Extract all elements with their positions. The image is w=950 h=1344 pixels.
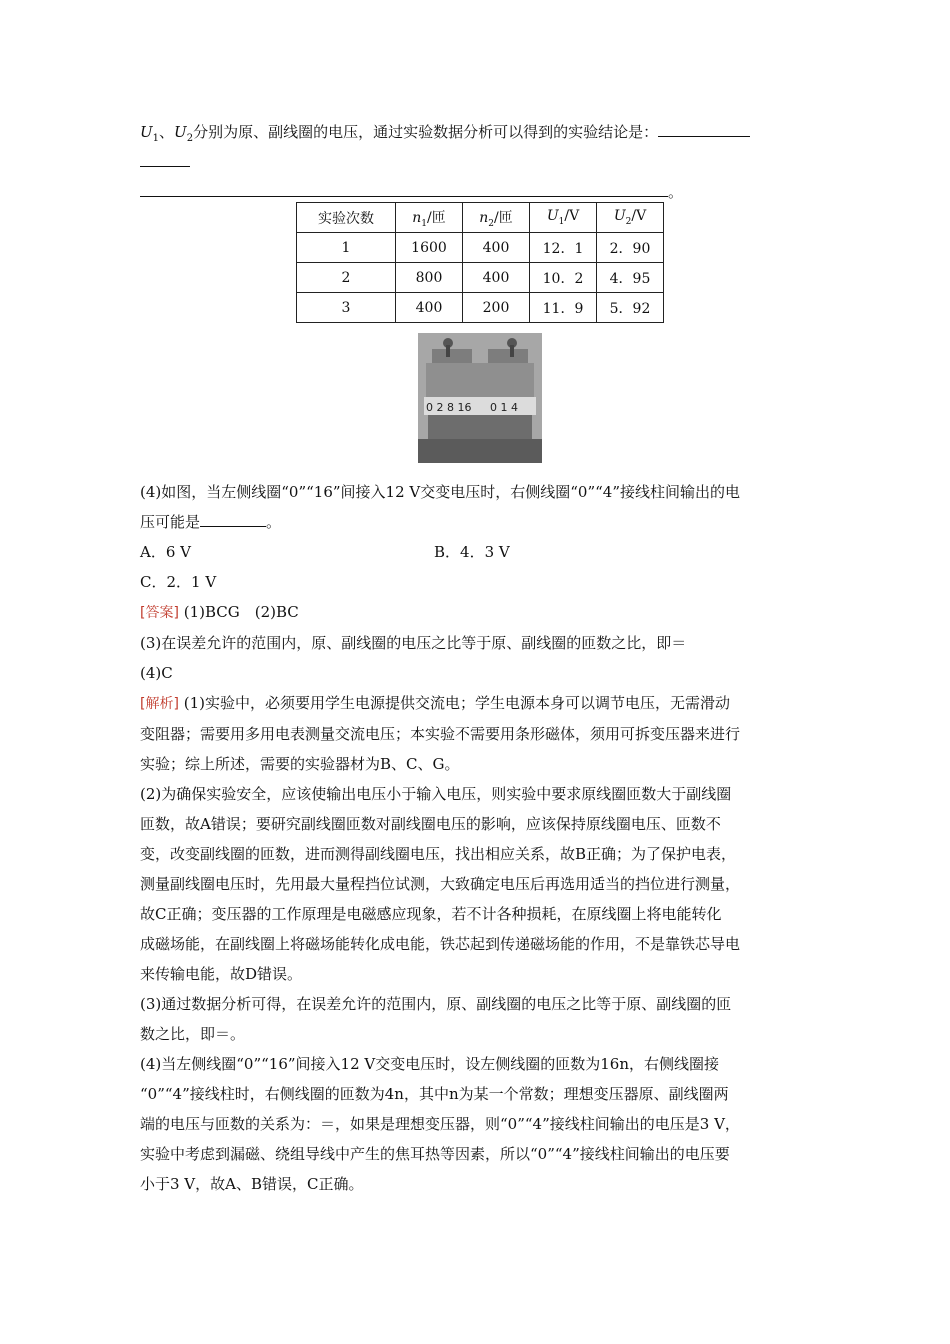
experiment-table bbox=[296, 202, 664, 323]
analysis-1a: (1)实验中，必须要用学生电源提供交流电；学生电源本身可以调节电压，无需滑动 bbox=[183, 694, 730, 712]
question-4-line1: (4)如图，当左侧线圈“0”“16”间接入12 V交变电压时，右侧线圈“0”“4”接线柱间输出的电 bbox=[140, 483, 741, 501]
right-terminal-labels: 0 1 4 bbox=[490, 401, 518, 414]
table-row bbox=[297, 293, 664, 323]
analysis-tag: [解析] bbox=[140, 696, 179, 712]
table-cell: 1 bbox=[297, 233, 396, 263]
table-cell: 1600 bbox=[396, 233, 463, 263]
intro-text: 分别为原、副线圈的电压，通过实验数据分析可以得到的实验结论是： bbox=[193, 123, 659, 141]
q4-blank bbox=[200, 510, 266, 527]
table-row bbox=[297, 263, 664, 293]
header-u2: $U_2/V$ bbox=[597, 203, 664, 233]
analysis-4-line: “0”“4”接线柱时，右侧线圈的匝数为4n，其中n为某一个常数；理想变压器原、副线圈两 bbox=[140, 1085, 729, 1103]
table-header-row bbox=[297, 203, 664, 233]
table-row bbox=[297, 233, 664, 263]
analysis-2-line: 变，改变副线圈的匝数，进而测得副线圈电压，找出相应关系，故B正确；为了保护电表， bbox=[140, 845, 737, 863]
period: 。 bbox=[668, 183, 684, 201]
transformer-photo bbox=[418, 333, 542, 463]
analysis-2-line: 成磁场能，在副线圈上将磁场能转化成电能，铁芯起到传递磁场能的作用，不是靠铁芯导电 bbox=[140, 935, 741, 953]
header-u1: $U_1/V$ bbox=[530, 203, 597, 233]
options-row-2 bbox=[140, 567, 820, 597]
transformer-illustration bbox=[418, 333, 542, 463]
blank-line-2 bbox=[140, 150, 820, 170]
table-cell: 5．92 bbox=[597, 293, 664, 323]
table-cell: 2．90 bbox=[597, 233, 664, 263]
answer-blank-1 bbox=[658, 120, 750, 137]
document-page bbox=[140, 120, 820, 1199]
left-terminal-labels: 0 2 8 16 bbox=[426, 401, 472, 414]
analysis-4-line: 端的电压与匝数的关系为：＝，如果是理想变压器，则“0”“4”接线柱间输出的电压是3 V， bbox=[140, 1115, 740, 1133]
table-cell: 200 bbox=[463, 293, 530, 323]
option-c: C．2．1 V bbox=[140, 573, 217, 591]
analysis-2-line: 匝数，故A错误；要研究副线圈匝数对副线圈电压的影响，应该保持原线圈电压、匝数不 bbox=[140, 815, 721, 833]
analysis-2-line: 来传输电能，故D错误。 bbox=[140, 965, 303, 983]
option-a: A．6 V bbox=[140, 543, 191, 561]
table-cell: 800 bbox=[396, 263, 463, 293]
answer-12: (1)BCG (2)BC bbox=[183, 603, 299, 621]
analysis-1-line3: 实验；综上所述，需要的实验器材为B、C、G。 bbox=[140, 755, 460, 773]
header-n1: $n_1/$匝 bbox=[396, 203, 463, 233]
u2-subscript: 2 bbox=[186, 133, 194, 144]
analysis-4-line: 小于3 V，故A、B错误，C正确。 bbox=[140, 1175, 364, 1193]
analysis-2-line: 测量副线圈电压时，先用最大量程挡位试测，大致确定电压后再选用适当的挡位进行测量， bbox=[140, 875, 741, 893]
intro-line bbox=[140, 120, 820, 144]
answer-tag: [答案] bbox=[140, 605, 179, 621]
analysis-1-line2: 变阻器；需要用多用电表测量交流电压；本实验不需要用条形磁体，须用可拆变压器来进行 bbox=[140, 725, 741, 743]
answer-4: (4)C bbox=[140, 664, 173, 682]
table-cell: 12．1 bbox=[530, 233, 597, 263]
separator: 、 bbox=[159, 123, 175, 141]
table-cell: 400 bbox=[463, 233, 530, 263]
u-symbol: U bbox=[140, 123, 153, 141]
table-cell: 10．2 bbox=[530, 263, 597, 293]
analysis-1-line1 bbox=[140, 688, 820, 719]
analysis-2-line: 故C正确；变压器的工作原理是电磁感应现象，若不计各种损耗，在原线圈上将电能转化 bbox=[140, 905, 722, 923]
table-cell: 400 bbox=[463, 263, 530, 293]
options-row-1 bbox=[140, 537, 820, 567]
table-cell: 11．9 bbox=[530, 293, 597, 323]
answer-3: (3)在误差允许的范围内，原、副线圈的电压之比等于原、副线圈的匝数之比，即＝ bbox=[140, 634, 687, 652]
option-b: B．4．3 V bbox=[434, 543, 510, 561]
analysis-3-line: 数之比，即＝。 bbox=[140, 1025, 246, 1043]
blank-line-3 bbox=[140, 180, 820, 200]
answer-line bbox=[140, 597, 820, 628]
q4-period: 。 bbox=[266, 513, 282, 531]
answer-blank-2 bbox=[140, 150, 190, 167]
q4-text: 压可能是 bbox=[140, 513, 201, 531]
table-cell: 400 bbox=[396, 293, 463, 323]
analysis-2-line: (2)为确保实验安全，应该使输出电压小于输入电压，则实验中要求原线圈匝数大于副线圈 bbox=[140, 785, 732, 803]
answer-blank-3 bbox=[140, 180, 668, 197]
table-cell: 3 bbox=[297, 293, 396, 323]
header-n2: $n_2/$匝 bbox=[463, 203, 530, 233]
u-symbol-2: U bbox=[174, 123, 187, 141]
header-trial: 实验次数 bbox=[297, 203, 396, 233]
analysis-4-line: 实验中考虑到漏磁、绕组导线中产生的焦耳热等因素，所以“0”“4”接线柱间输出的电压要 bbox=[140, 1145, 730, 1163]
analysis-3-line: (3)通过数据分析可得，在误差允许的范围内，原、副线圈的电压之比等于原、副线圈的匝 bbox=[140, 995, 732, 1013]
table-cell: 2 bbox=[297, 263, 396, 293]
question-4-line2 bbox=[140, 507, 820, 537]
analysis-4-line: (4)当左侧线圈“0”“16”间接入12 V交变电压时，设左侧线圈的匝数为16n，右侧线圈接 bbox=[140, 1055, 719, 1073]
u1-subscript: 1 bbox=[152, 133, 160, 144]
table-cell: 4．95 bbox=[597, 263, 664, 293]
